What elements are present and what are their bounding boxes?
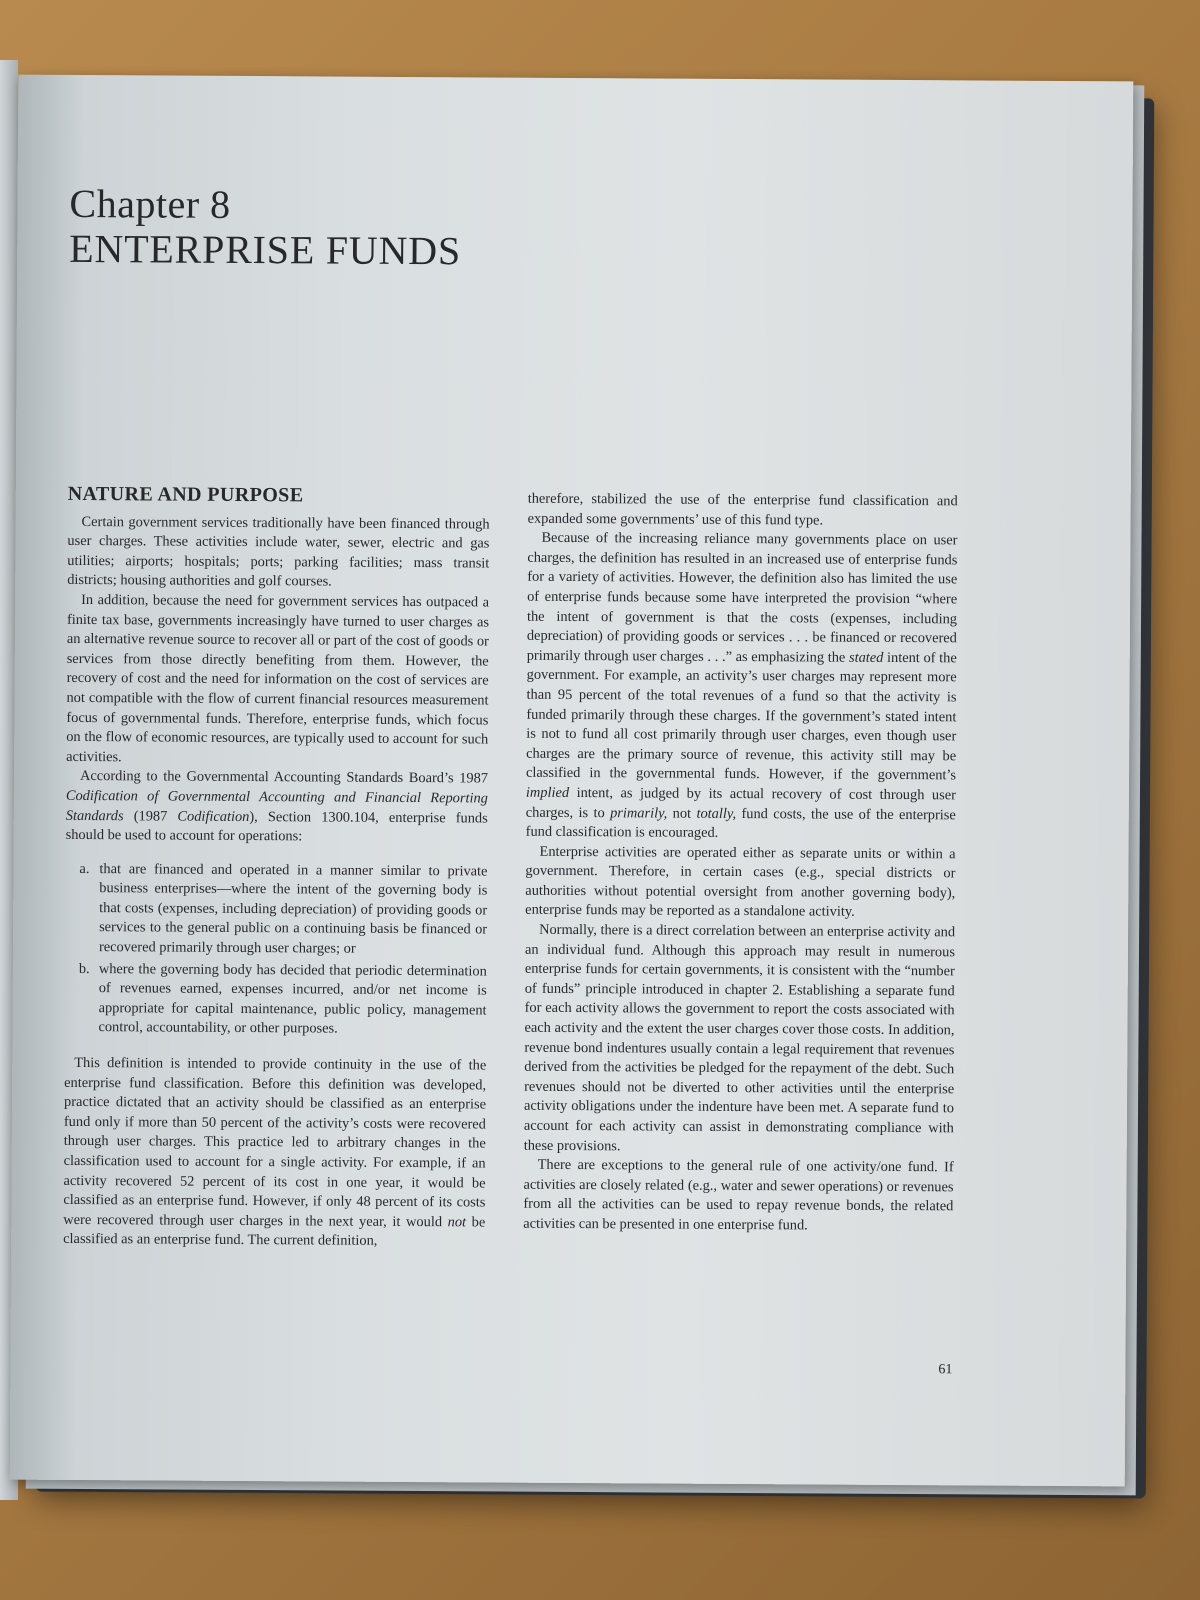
italic-title: Codification of Governmental Accounting and Financial Reporting Standards: [65, 787, 488, 824]
text-span: This definition is intended to provide continuity in the use of the enterprise fund classification. Before this definition was developed, practice dictated that an activity should be classified as an enterprise fund only if more than 50 percent of the activity’s costs were recovered through user charges. This practice led to arbitrary changes in the classification used to account for a single activity. For example, if an activity recovered 52 percent of its cost in one year, it would be classified as an enterprise fund. However, if only 48 percent of its costs were recovered through user charges in the next year, it would: [63, 1054, 487, 1231]
italic-word: totally,: [696, 805, 737, 822]
text-span: Because of the increasing reliance many governments place on user charges, the definition has resulted in an increased use of enterprise funds for a variety of activities. However, the definition also has limited the use of enterprise funds because some have interpreted the provision “where the intent of government is that the costs (expenses, including depreciation) of providing goods or services . . . be financed or recovered primarily through user charges . . .” as emphasizing the: [526, 529, 958, 666]
right-column: [523, 490, 958, 1237]
text-span: not: [667, 805, 697, 822]
paragraph: [526, 529, 958, 845]
left-column: [63, 482, 490, 1253]
italic-title: Codification: [177, 808, 250, 825]
paragraph: In addition, because the need for government services has outpaced a finite tax base, governments increasingly have turned to user charges as an alternative revenue source to recover all or part of the cost of goods or services from those directly benefiting from them. However, the recovery of cost and the need for information on the cost of services are not compatible with the flow of current financial resources measurement focus of governmental funds. Therefore, enterprise funds, which focus on the flow of economic resources, are typically used to account for such activities.: [66, 591, 490, 765]
list-item-text: that are financed and operated in a manner similar to private business enterprises—where the intent of the governing body is that costs (expenses, including depreciation) of providing goods or services to the general public on a continuing basis be financed or recovered primarily through user charges; or: [98, 860, 488, 957]
text-span: (1987: [123, 807, 178, 825]
text-span: ), Section 1300.104, enterprise funds should be used to account for operations:: [65, 808, 488, 845]
italic-word: stated: [848, 649, 884, 666]
paragraph: [66, 767, 488, 848]
book-page: [10, 75, 1134, 1487]
text-span: be classified as an enterprise fund. The current definition,: [63, 1214, 486, 1250]
text-span: According to the Governmental Accounting Standards Board’s 1987: [79, 768, 489, 787]
text-span: intent, as judged by its actual recovery of cost through user charges, is to: [525, 784, 956, 821]
list-item-text: where the governing body has decided that periodic determination of revenues earned, expenses incurred, and/or net income is appropriate for capital maintenance, public policy, management control, accountability, or other purposes.: [98, 960, 487, 1038]
list-item: [65, 860, 488, 961]
italic-word: not: [447, 1214, 467, 1231]
paragraph: There are exceptions to the general rule of one activity/one fund. If activities are closely related (e.g., water and sewer operations) or revenues from all the activities can be used to repay revenue bonds, the related activities can be presented in one enterprise fund.: [523, 1156, 954, 1234]
text-span: fund costs, the use of the enterprise fund classification is encouraged.: [525, 805, 956, 841]
paragraph: [63, 1054, 486, 1253]
list-marker: b.: [78, 960, 90, 977]
paragraph: therefore, stabilized the use of the enterprise fund classification and expanded some governments’ use of this fund type.: [527, 490, 958, 529]
page-number: 61: [938, 1362, 953, 1378]
chapter-number: Chapter 8: [69, 180, 231, 227]
paragraph: Enterprise activities are operated either as separate units or within a government. Therefore, in certain cases (e.g., special districts or authorities without potential oversight from another governing body), enterprise funds may be reported as a standalone activity.: [525, 843, 956, 921]
italic-word: implied: [525, 784, 570, 801]
criteria-list: [64, 860, 487, 1041]
chapter-title: ENTERPRISE FUNDS: [69, 225, 462, 274]
text-span: intent of the government. For example, an activity’s user charges may represent more than 95 percent of the total revenues of a fund so that the activity is funded primarily through these charges. If the government’s stated intent is not to fund all cost primarily through user charges, even though user charges are the primary source of revenue, this activity still may be classified in the governmental funds. However, if the government’s: [525, 649, 957, 784]
paragraph: Normally, there is a direct correlation between an enterprise activity and an individual fund. Although this approach may result in numerous enterprise funds for certain governments, it is consistent with the “number of funds” principle introduced in chapter 2. Establishing a separate fund for each activity allows the government to report the costs associated with each activity and the extent the user charges cover those costs. In addition, revenue bond indentures usually contain a legal requirement that revenues derived from the activities be pledged for the repayment of the debt. Such revenues should not be diverted to other activities until the enterprise activity obligations under the indenture have been met. A separate fund to account for each activity can assist in demonstrating compliance with these provisions.: [523, 921, 956, 1154]
section-heading: NATURE AND PURPOSE: [67, 482, 304, 507]
paragraph: Certain government services traditionally have been financed through user charges. These activities include water, sewer, electric and gas utilities; airports; hospitals; ports; parking facilities; mass transit districts; housing authorities and golf courses.: [67, 513, 490, 590]
list-item: [64, 960, 486, 1041]
list-marker: a.: [79, 860, 90, 877]
italic-word: primarily,: [610, 804, 668, 822]
